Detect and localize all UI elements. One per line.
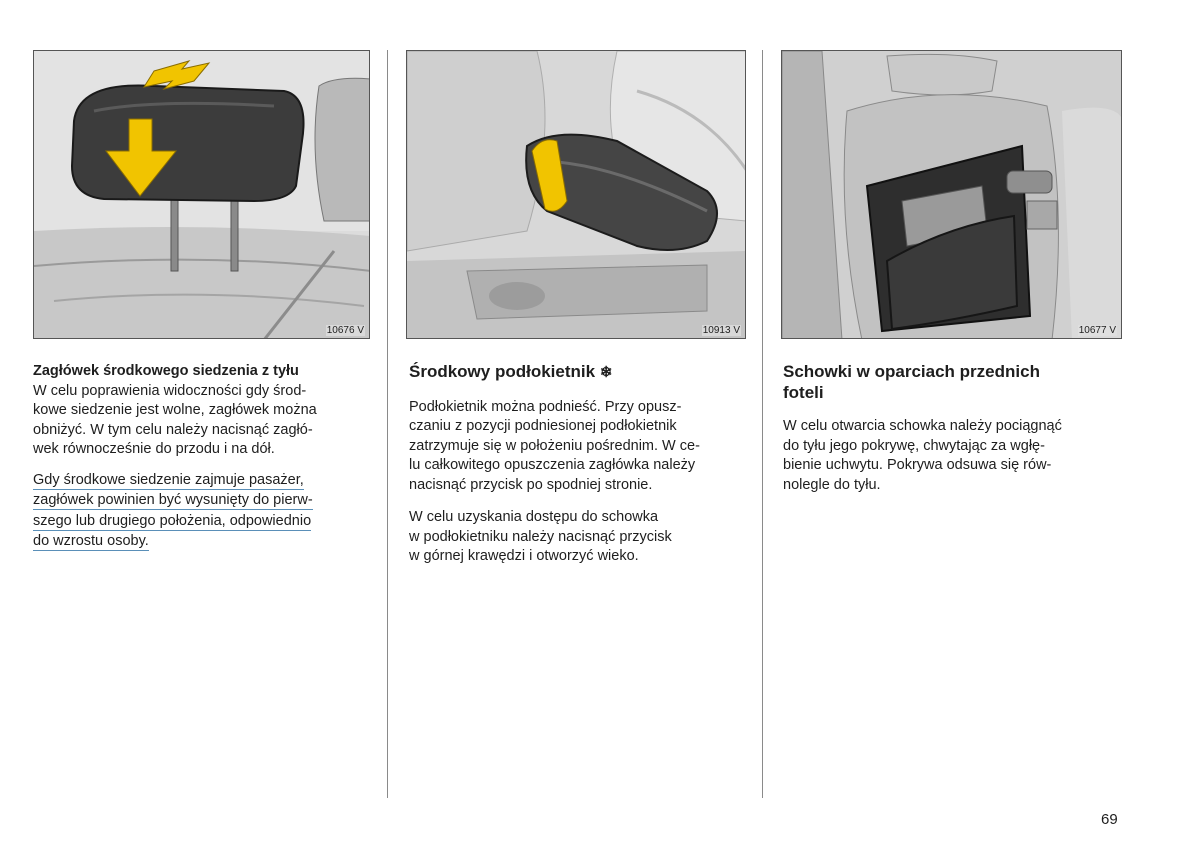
highlighted-paragraph xyxy=(33,471,378,553)
text-line: kowe siedzenie jest wolne, zagłówek można xyxy=(33,402,317,418)
text-line: nacisnąć przycisk po spodniej stronie. xyxy=(409,476,653,493)
text-line: bienie uchwytu. Pokrywa odsuwa się rów- xyxy=(783,457,1052,473)
text-line: do wzrostu osoby. xyxy=(33,533,149,549)
column-divider xyxy=(387,50,388,798)
figure-rear-headrest xyxy=(33,50,370,339)
section-heading xyxy=(409,362,749,384)
text-line: czaniu z pozycji podniesionej podłokietnik xyxy=(409,418,677,434)
text-line: w podłokietniku należy nacisnąć przycisk xyxy=(409,528,672,545)
text-line: do tyłu jego pokrywę, chwytając za wgłę- xyxy=(783,437,1045,454)
text-line: nolegle do tyłu. xyxy=(783,476,881,493)
figure-code: 10676 V xyxy=(326,325,364,336)
column-rear-headrest xyxy=(33,362,378,553)
figure-code: 10913 V xyxy=(702,325,740,336)
text-line: obniżyć. W tym celu należy nacisnąć zagłó- xyxy=(33,421,313,438)
column-center-armrest xyxy=(409,362,749,567)
page-number: 69 xyxy=(1101,811,1118,828)
paragraph xyxy=(409,508,749,567)
text-line: W celu otwarcia schowka należy pociągnąć xyxy=(783,418,1062,434)
armrest-illustration xyxy=(407,51,746,339)
heading-text: Środkowy podłokietnik xyxy=(409,362,596,381)
seatback-storage-illustration xyxy=(782,51,1122,339)
figure-center-armrest xyxy=(406,50,746,339)
figure-code: 10677 V xyxy=(1078,325,1116,336)
section-heading: Zagłówek środkowego siedzenia z tyłu xyxy=(33,363,299,379)
snowflake-icon: ❄ xyxy=(599,364,613,381)
text-line: zatrzymuje się w położeniu pośrednim. W ce- xyxy=(409,437,700,454)
column-divider xyxy=(762,50,763,798)
headrest-illustration xyxy=(34,51,370,339)
text-line: lu całkowitego opuszczenia zagłówka należy xyxy=(409,457,696,473)
text-line: W celu uzyskania dostępu do schowka xyxy=(409,509,659,525)
text-line: W celu poprawienia widoczności gdy środ- xyxy=(33,382,307,399)
paragraph xyxy=(33,382,378,460)
text-line: Podłokietnik można podnieść. Przy opusz- xyxy=(409,398,682,415)
figure-seatback-storage xyxy=(781,50,1122,339)
section-heading xyxy=(783,362,1128,403)
text-line: szego lub drugiego położenia, odpowiednio xyxy=(33,512,312,529)
column-seatback-storage xyxy=(783,362,1128,495)
text-line: wek równocześnie do przodu i na dół. xyxy=(33,441,275,457)
text-line: w górnej krawędzi i otworzyć wieko. xyxy=(409,548,639,564)
paragraph xyxy=(409,398,749,496)
heading-line: foteli xyxy=(783,382,824,402)
paragraph xyxy=(783,417,1128,495)
text-line: Gdy środkowe siedzenie zajmuje pasażer, xyxy=(33,471,304,488)
text-line: zagłówek powinien być wysunięty do pierw- xyxy=(33,492,313,508)
heading-line: Schowki w oparciach przednich xyxy=(783,362,1040,381)
